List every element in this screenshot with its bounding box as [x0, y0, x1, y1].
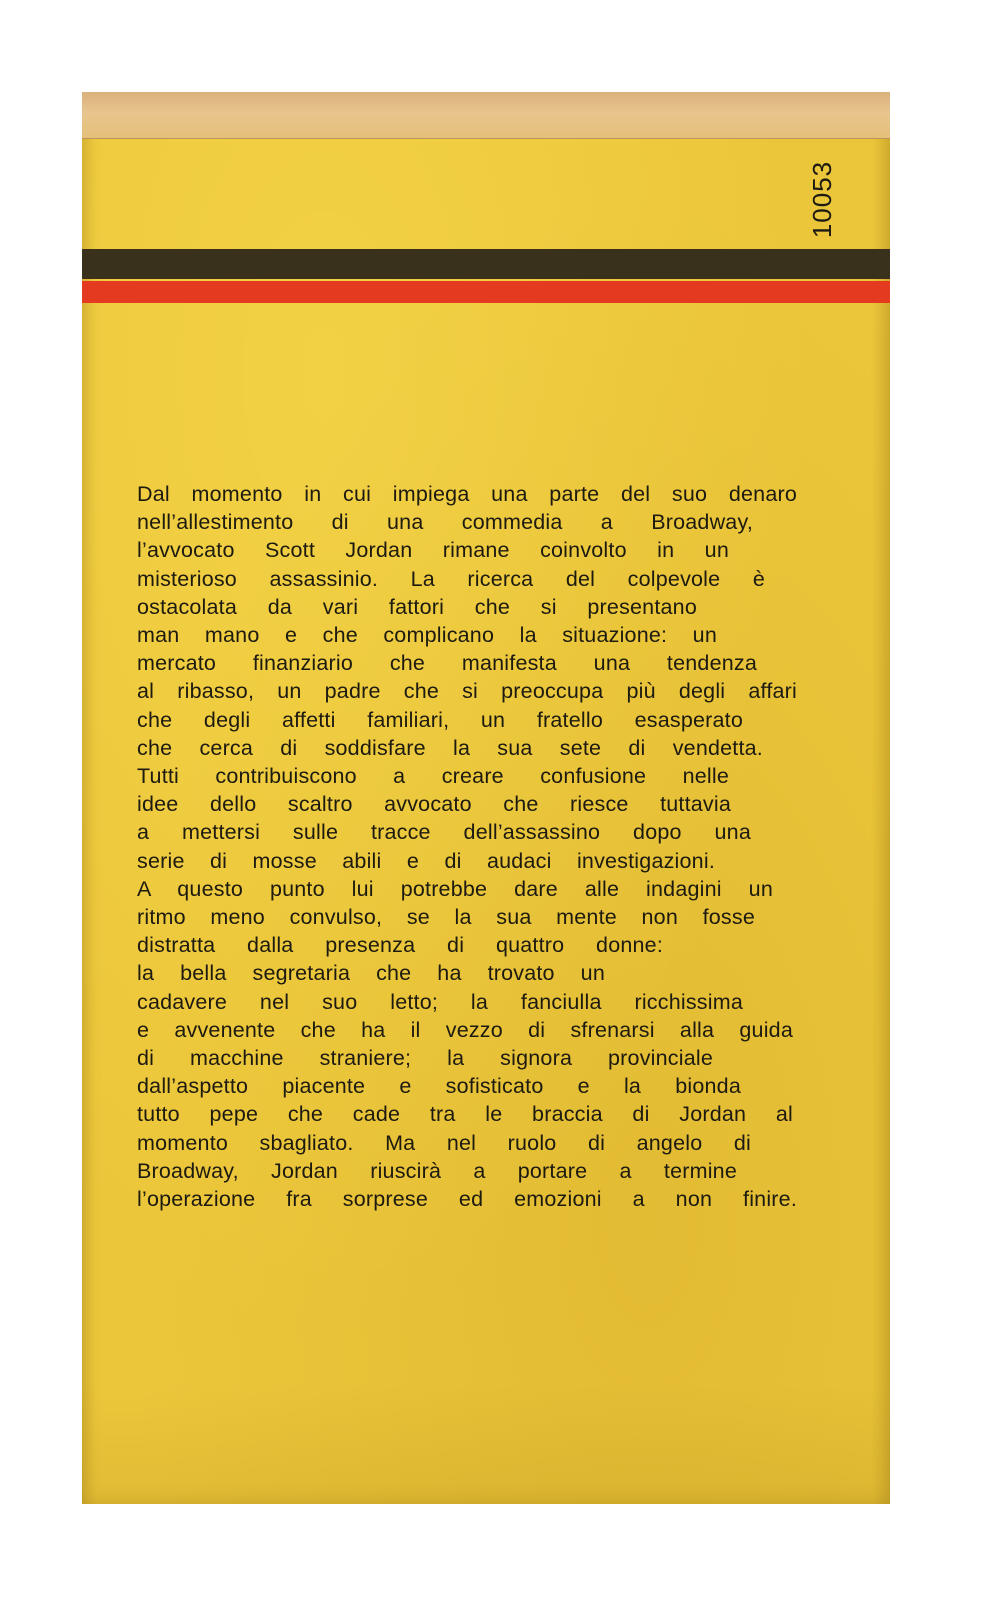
- blurb-line: Tutti contribuiscono a creare confusione nelle: [137, 764, 729, 789]
- dark-stripe: [82, 249, 890, 279]
- blurb-line: che cerca di soddisfare la sua sete di vendetta.: [137, 735, 763, 760]
- blurb-line: di macchine straniere; la signora provinciale: [137, 1046, 713, 1071]
- blurb-line: Broadway, Jordan riuscirà a portare a termine: [137, 1158, 737, 1183]
- blurb-line: cadavere nel suo letto; la fanciulla ricchissima: [137, 989, 743, 1014]
- blurb-line: A questo punto lui potrebbe dare alle indagini un: [137, 876, 773, 901]
- blurb-line: ritmo meno convulso, se la sua mente non fosse: [137, 905, 755, 930]
- blurb-line: tutto pepe che cade tra le braccia di Jordan al: [137, 1102, 793, 1127]
- blurb-line: Dal momento in cui impiega una parte del suo denaro: [137, 482, 797, 506]
- blurb-line: la bella segretaria che ha trovato un: [137, 961, 605, 986]
- book-back-cover: [82, 92, 890, 1504]
- blurb-line: dall’aspetto piacente e sofisticato e la bionda: [137, 1074, 741, 1099]
- blurb-line: che degli affetti familiari, un fratello esasperato: [137, 707, 743, 732]
- blurb-line: l’avvocato Scott Jordan rimane coinvolto in un: [137, 538, 729, 563]
- red-stripe: [82, 281, 890, 303]
- blurb-line: man mano e che complicano la situazione: un: [137, 623, 717, 648]
- blurb-line: idee dello scaltro avvocato che riesce tuttavia: [137, 792, 731, 817]
- blurb-line: serie di mosse abili e di audaci investigazioni.: [137, 848, 715, 873]
- blurb-line: misterioso assassinio. La ricerca del colpevole è: [137, 566, 765, 591]
- blurb-text: [137, 480, 797, 1213]
- blurb-line: ostacolata da vari fattori che si presentano: [137, 594, 697, 619]
- blurb-line: l’operazione fra sorprese ed emozioni a non finire.: [137, 1187, 797, 1212]
- cover-wear-shading: [82, 1384, 890, 1504]
- blurb-line: nell’allestimento di una commedia a Broadway,: [137, 510, 753, 535]
- blurb-line: al ribasso, un padre che si preoccupa più degli affari: [137, 679, 797, 704]
- catalog-number: [806, 152, 840, 247]
- blurb-line: momento sbagliato. Ma nel ruolo di angelo di: [137, 1130, 751, 1155]
- blurb-line: distratta dalla presenza di quattro donne:: [137, 933, 663, 958]
- blurb-line: mercato finanziario che manifesta una tendenza: [137, 651, 757, 676]
- blurb-line: a mettersi sulle tracce dell’assassino dopo una: [137, 820, 751, 845]
- book-top-edge: [82, 92, 890, 139]
- catalog-number-text: 10053: [807, 160, 838, 239]
- blurb-line: e avvenente che ha il vezzo di sfrenarsi alla guida: [137, 1017, 793, 1042]
